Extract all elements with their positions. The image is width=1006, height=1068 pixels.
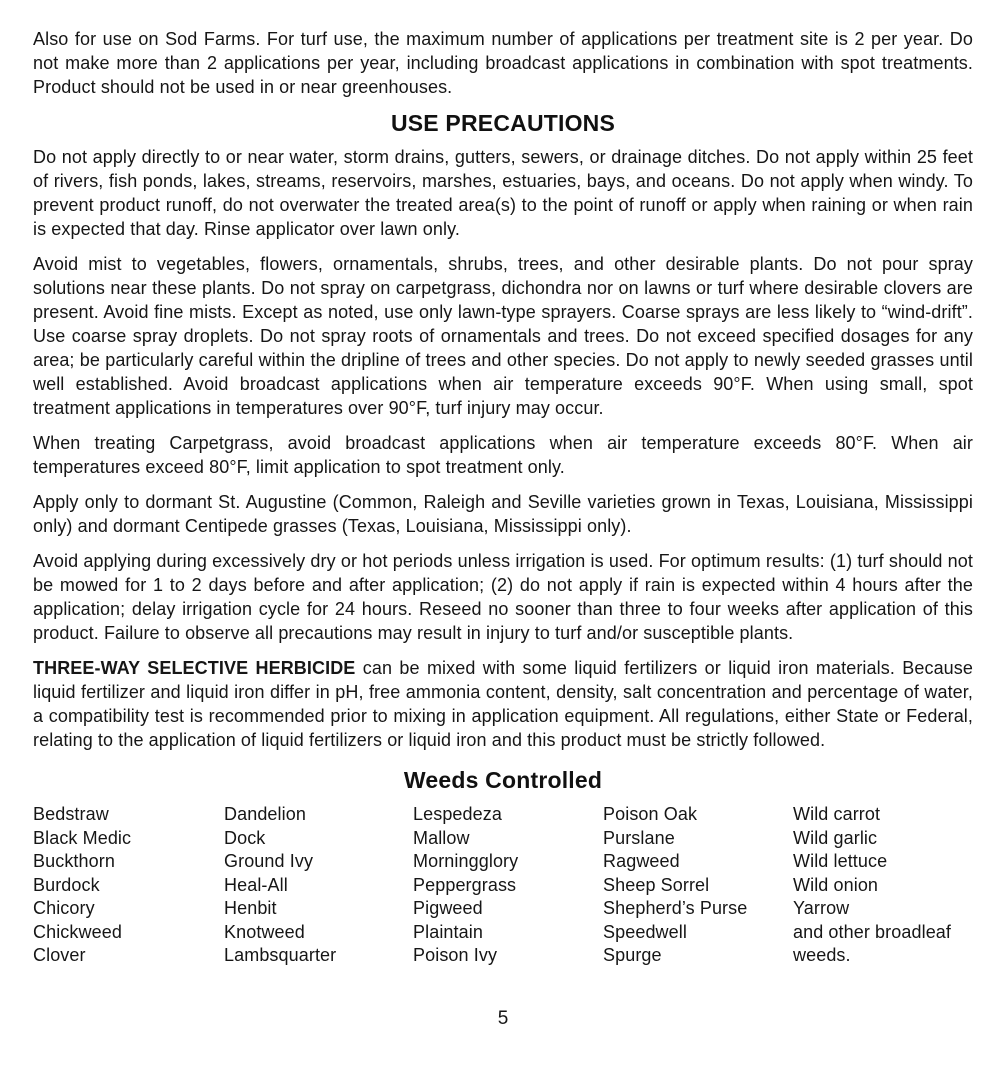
dormant-grasses-paragraph: Apply only to dormant St. Augustine (Common, Raleigh and Seville varieties grown in Texas, Louisiana, Mississippi only) and dormant Centipede grasses (Texas, Louisiana, Mississippi only). bbox=[33, 492, 973, 536]
weed-item: Poison Oak bbox=[603, 804, 698, 824]
weed-item: Henbit bbox=[224, 898, 277, 918]
weed-item: Yarrow bbox=[793, 898, 850, 918]
weeds-list bbox=[33, 803, 973, 968]
weed-item: Burdock bbox=[33, 874, 100, 895]
weed-item: Chickweed bbox=[33, 921, 122, 942]
weed-item: Heal-All bbox=[224, 874, 288, 895]
weed-item: Mallow bbox=[413, 827, 470, 848]
weed-item: Poison Ivy bbox=[413, 945, 498, 965]
weed-item: Dandelion bbox=[224, 804, 306, 824]
weed-item: weeds. bbox=[793, 945, 851, 965]
weed-item: Buckthorn bbox=[33, 851, 115, 871]
weed-item: Wild carrot bbox=[793, 804, 881, 824]
weeds-column-3 bbox=[413, 803, 603, 968]
weed-item: Black Medic bbox=[33, 827, 132, 848]
weed-item: Ground Ivy bbox=[224, 851, 314, 871]
dry-periods-paragraph: Avoid applying during excessively dry or hot periods unless irrigation is used. For optimum results: (1) turf should not be mowed for 1 to 2 days before and after application; (2) do not apply if rain is expected within 4 hours after the application; delay irrigation cycle for 24 hours. Reseed no sooner than three to four weeks after application of this product. Failure to observe all precautions may result in injury to turf and/or susceptible plants. bbox=[33, 551, 973, 643]
weed-item: Bedstraw bbox=[33, 804, 109, 824]
weeds-controlled-heading: Weeds Controlled bbox=[403, 767, 603, 793]
weed-item: Knotweed bbox=[224, 921, 305, 942]
weed-item: Ragweed bbox=[603, 851, 680, 871]
weeds-column-4 bbox=[603, 803, 793, 968]
herbicide-mixing-text: can be mixed with some liquid fertilizers or liquid iron materials. Because liquid fertilizer and liquid iron differ in pH, free ammonia content, density, salt concentration and percentage of water, a compatibility test is recommended prior to mixing in application equipment. All regulations, either State or Federal, relating to the application of liquid fertilizers or liquid iron and this product must be strictly followed. bbox=[33, 658, 974, 750]
weed-item: Lambsquarter bbox=[224, 945, 337, 965]
weed-item: Lespedeza bbox=[413, 804, 502, 824]
weed-item: Purslane bbox=[603, 827, 675, 848]
weed-item: Sheep Sorrel bbox=[603, 874, 710, 895]
weeds-column-5 bbox=[793, 803, 973, 968]
herbicide-mixing-paragraph bbox=[33, 656, 973, 752]
spray-drift-precautions-paragraph: Avoid mist to vegetables, flowers, ornamentals, shrubs, trees, and other desirable plants. Do not pour spray solutions near these plants. Do not spray on carpetgrass, dichondra nor on lawns or turf where desirable clovers are present. Avoid fine mists. Except as noted, use only lawn-type sprayers. Coarse sprays are less likely to “wind-drift”. Use coarse spray droplets. Do not spray roots of ornamentals and trees. Do not exceed specified dosages for any area; be particularly careful within the dripline of trees and other species. Do not apply to newly seeded grasses until well established. Avoid broadcast applications when air temperature exceeds 90°F. When using small, spot treatment applications in temperatures over 90°F, turf injury may occur. bbox=[33, 254, 973, 418]
product-name: THREE-WAY SELECTIVE HERBICIDE bbox=[33, 658, 356, 678]
weed-item: Pigweed bbox=[413, 898, 483, 918]
weed-item: and other broadleaf bbox=[793, 921, 952, 942]
weed-item: Dock bbox=[224, 827, 266, 848]
weed-item: Plaintain bbox=[413, 921, 483, 942]
use-precautions-heading: USE PRECAUTIONS bbox=[390, 110, 616, 136]
weed-item: Wild lettuce bbox=[793, 851, 888, 871]
carpetgrass-precautions-paragraph: When treating Carpetgrass, avoid broadcast applications when air temperature exceeds 80°F. When air temperatures exceed 80°F, limit application to spot treatment only. bbox=[33, 433, 973, 477]
weed-item: Spurge bbox=[603, 945, 662, 965]
weed-item: Wild onion bbox=[793, 874, 879, 895]
weeds-column-2 bbox=[224, 803, 413, 968]
weed-item: Clover bbox=[33, 945, 86, 965]
weed-item: Peppergrass bbox=[413, 874, 517, 895]
page-number: 5 bbox=[497, 1007, 509, 1029]
weed-item: Chicory bbox=[33, 898, 95, 918]
weed-item: Wild garlic bbox=[793, 827, 878, 848]
weeds-column-1 bbox=[33, 803, 224, 968]
water-precautions-paragraph: Do not apply directly to or near water, storm drains, gutters, sewers, or drainage ditches. Do not apply within 25 feet of rivers, fish ponds, lakes, streams, reservoirs, marshes, estuaries, bays, and oceans. Do not apply when windy. To prevent product runoff, do not overwater the treated area(s) to the point of runoff or apply when raining or when rain is expected that day. Rinse applicator over lawn only. bbox=[33, 147, 973, 239]
weed-item: Morningglory bbox=[413, 851, 519, 871]
intro-paragraph: Also for use on Sod Farms. For turf use, the maximum number of applications per treatment site is 2 per year. Do not make more than 2 applications per year, including broadcast applications in combination with spot treatments. Product should not be used in or near greenhouses. bbox=[33, 29, 973, 97]
weed-item: Speedwell bbox=[603, 921, 687, 942]
weed-item: Shepherd’s Purse bbox=[603, 898, 748, 918]
